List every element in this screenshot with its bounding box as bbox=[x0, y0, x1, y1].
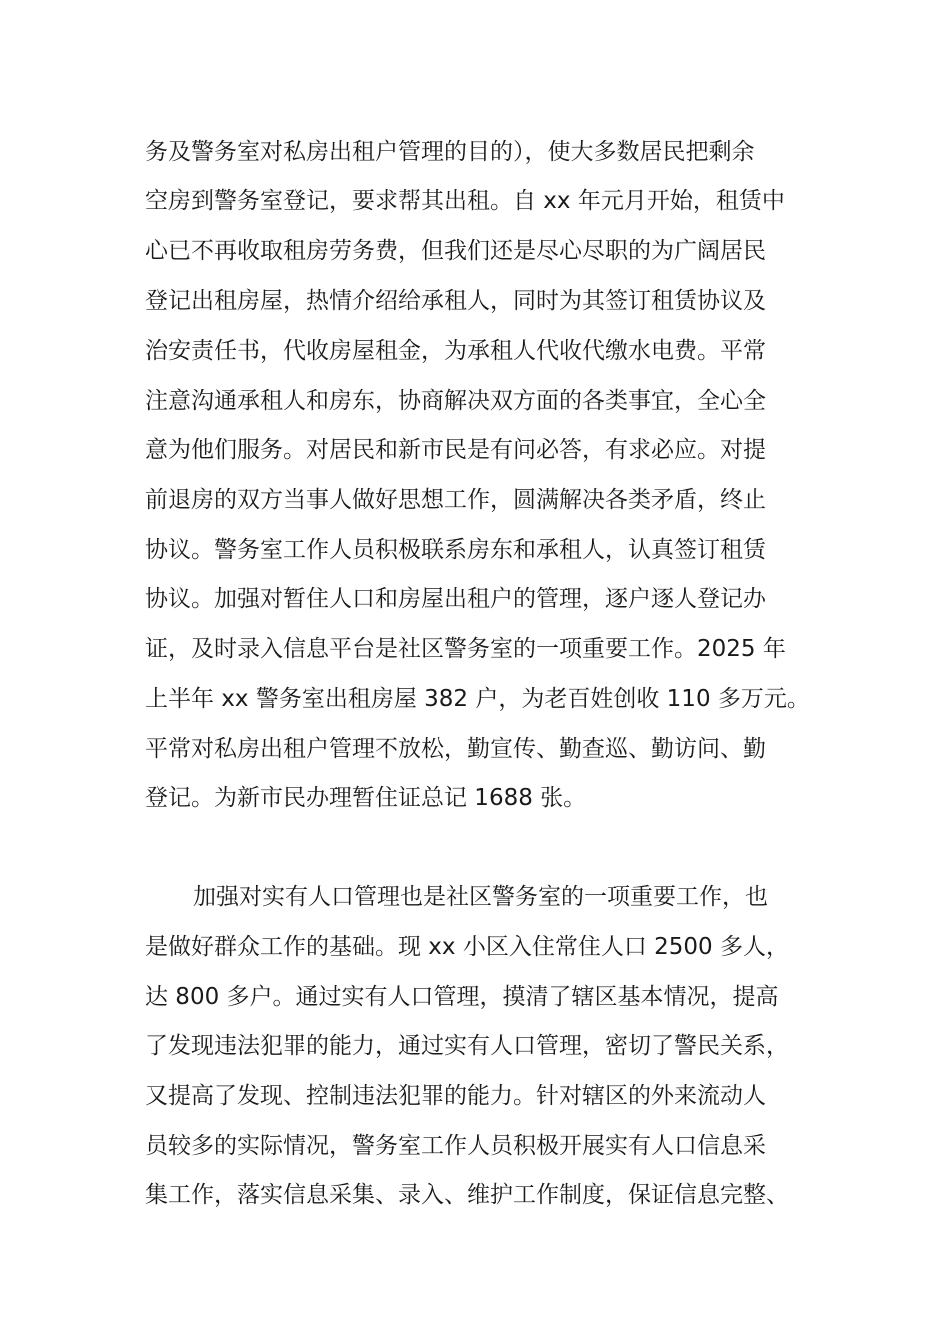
text-line: 前退房的双方当事人做好思想工作，圆满解决各类矛盾，终止 bbox=[145, 487, 766, 513]
text-line: 达 800 多户。通过实有人口管理，摸清了辖区基本情况，提高 bbox=[145, 984, 779, 1010]
text-line: 登记出租房屋，热情介绍给承租人，同时为其签订租赁协议及 bbox=[145, 288, 766, 314]
text-line: 意为他们服务。对居民和新市民是有问必答，有求必应。对提 bbox=[145, 437, 766, 463]
text-line: 加强对实有人口管理也是社区警务室的一项重要工作，也 bbox=[193, 884, 768, 910]
text-line: 协议。加强对暂住人口和房屋出租户的管理，逐户逐人登记办 bbox=[145, 586, 766, 612]
text-line: 了发现违法犯罪的能力，通过实有人口管理，密切了警民关系， bbox=[145, 1033, 789, 1059]
text-line: 心已不再收取租房劳务费，但我们还是尽心尽职的为广阔居民 bbox=[145, 238, 766, 264]
text-line: 是做好群众工作的基础。现 xx 小区入住常住人口 2500 多人， bbox=[145, 934, 789, 960]
text-line: 登记。为新市民办理暂住证总记 1688 张。 bbox=[145, 785, 587, 811]
text-line: 协议。警务室工作人员积极联系房东和承租人，认真签订租赁 bbox=[145, 537, 766, 563]
text-line: 注意沟通承租人和房东，协商解决双方面的各类事宜，全心全 bbox=[145, 388, 766, 414]
text-line: 集工作，落实信息采集、录入、维护工作制度，保证信息完整、 bbox=[145, 1182, 789, 1208]
text-line: 治安责任书，代收房屋租金，为承租人代收代缴水电费。平常 bbox=[145, 338, 766, 364]
text-line: 空房到警务室登记，要求帮其出租。自 xx 年元月开始，租赁中 bbox=[145, 188, 785, 214]
text-line: 务及警务室对私房出租户管理的目的），使大多数居民把剩余 bbox=[145, 139, 755, 165]
text-line: 又提高了发现、控制违法犯罪的能力。针对辖区的外来流动人 bbox=[145, 1083, 766, 1109]
text-line: 上半年 xx 警务室出租房屋 382 户，为老百姓创收 110 多万元。 bbox=[145, 686, 810, 712]
text-line: 平常对私房出租户管理不放松，勤宣传、勤查巡、勤访问、勤 bbox=[145, 736, 766, 762]
text-line: 员较多的实际情况，警务室工作人员积极开展实有人口信息采 bbox=[145, 1133, 766, 1159]
text-line: 证，及时录入信息平台是社区警务室的一项重要工作。2025 年 bbox=[145, 636, 786, 662]
